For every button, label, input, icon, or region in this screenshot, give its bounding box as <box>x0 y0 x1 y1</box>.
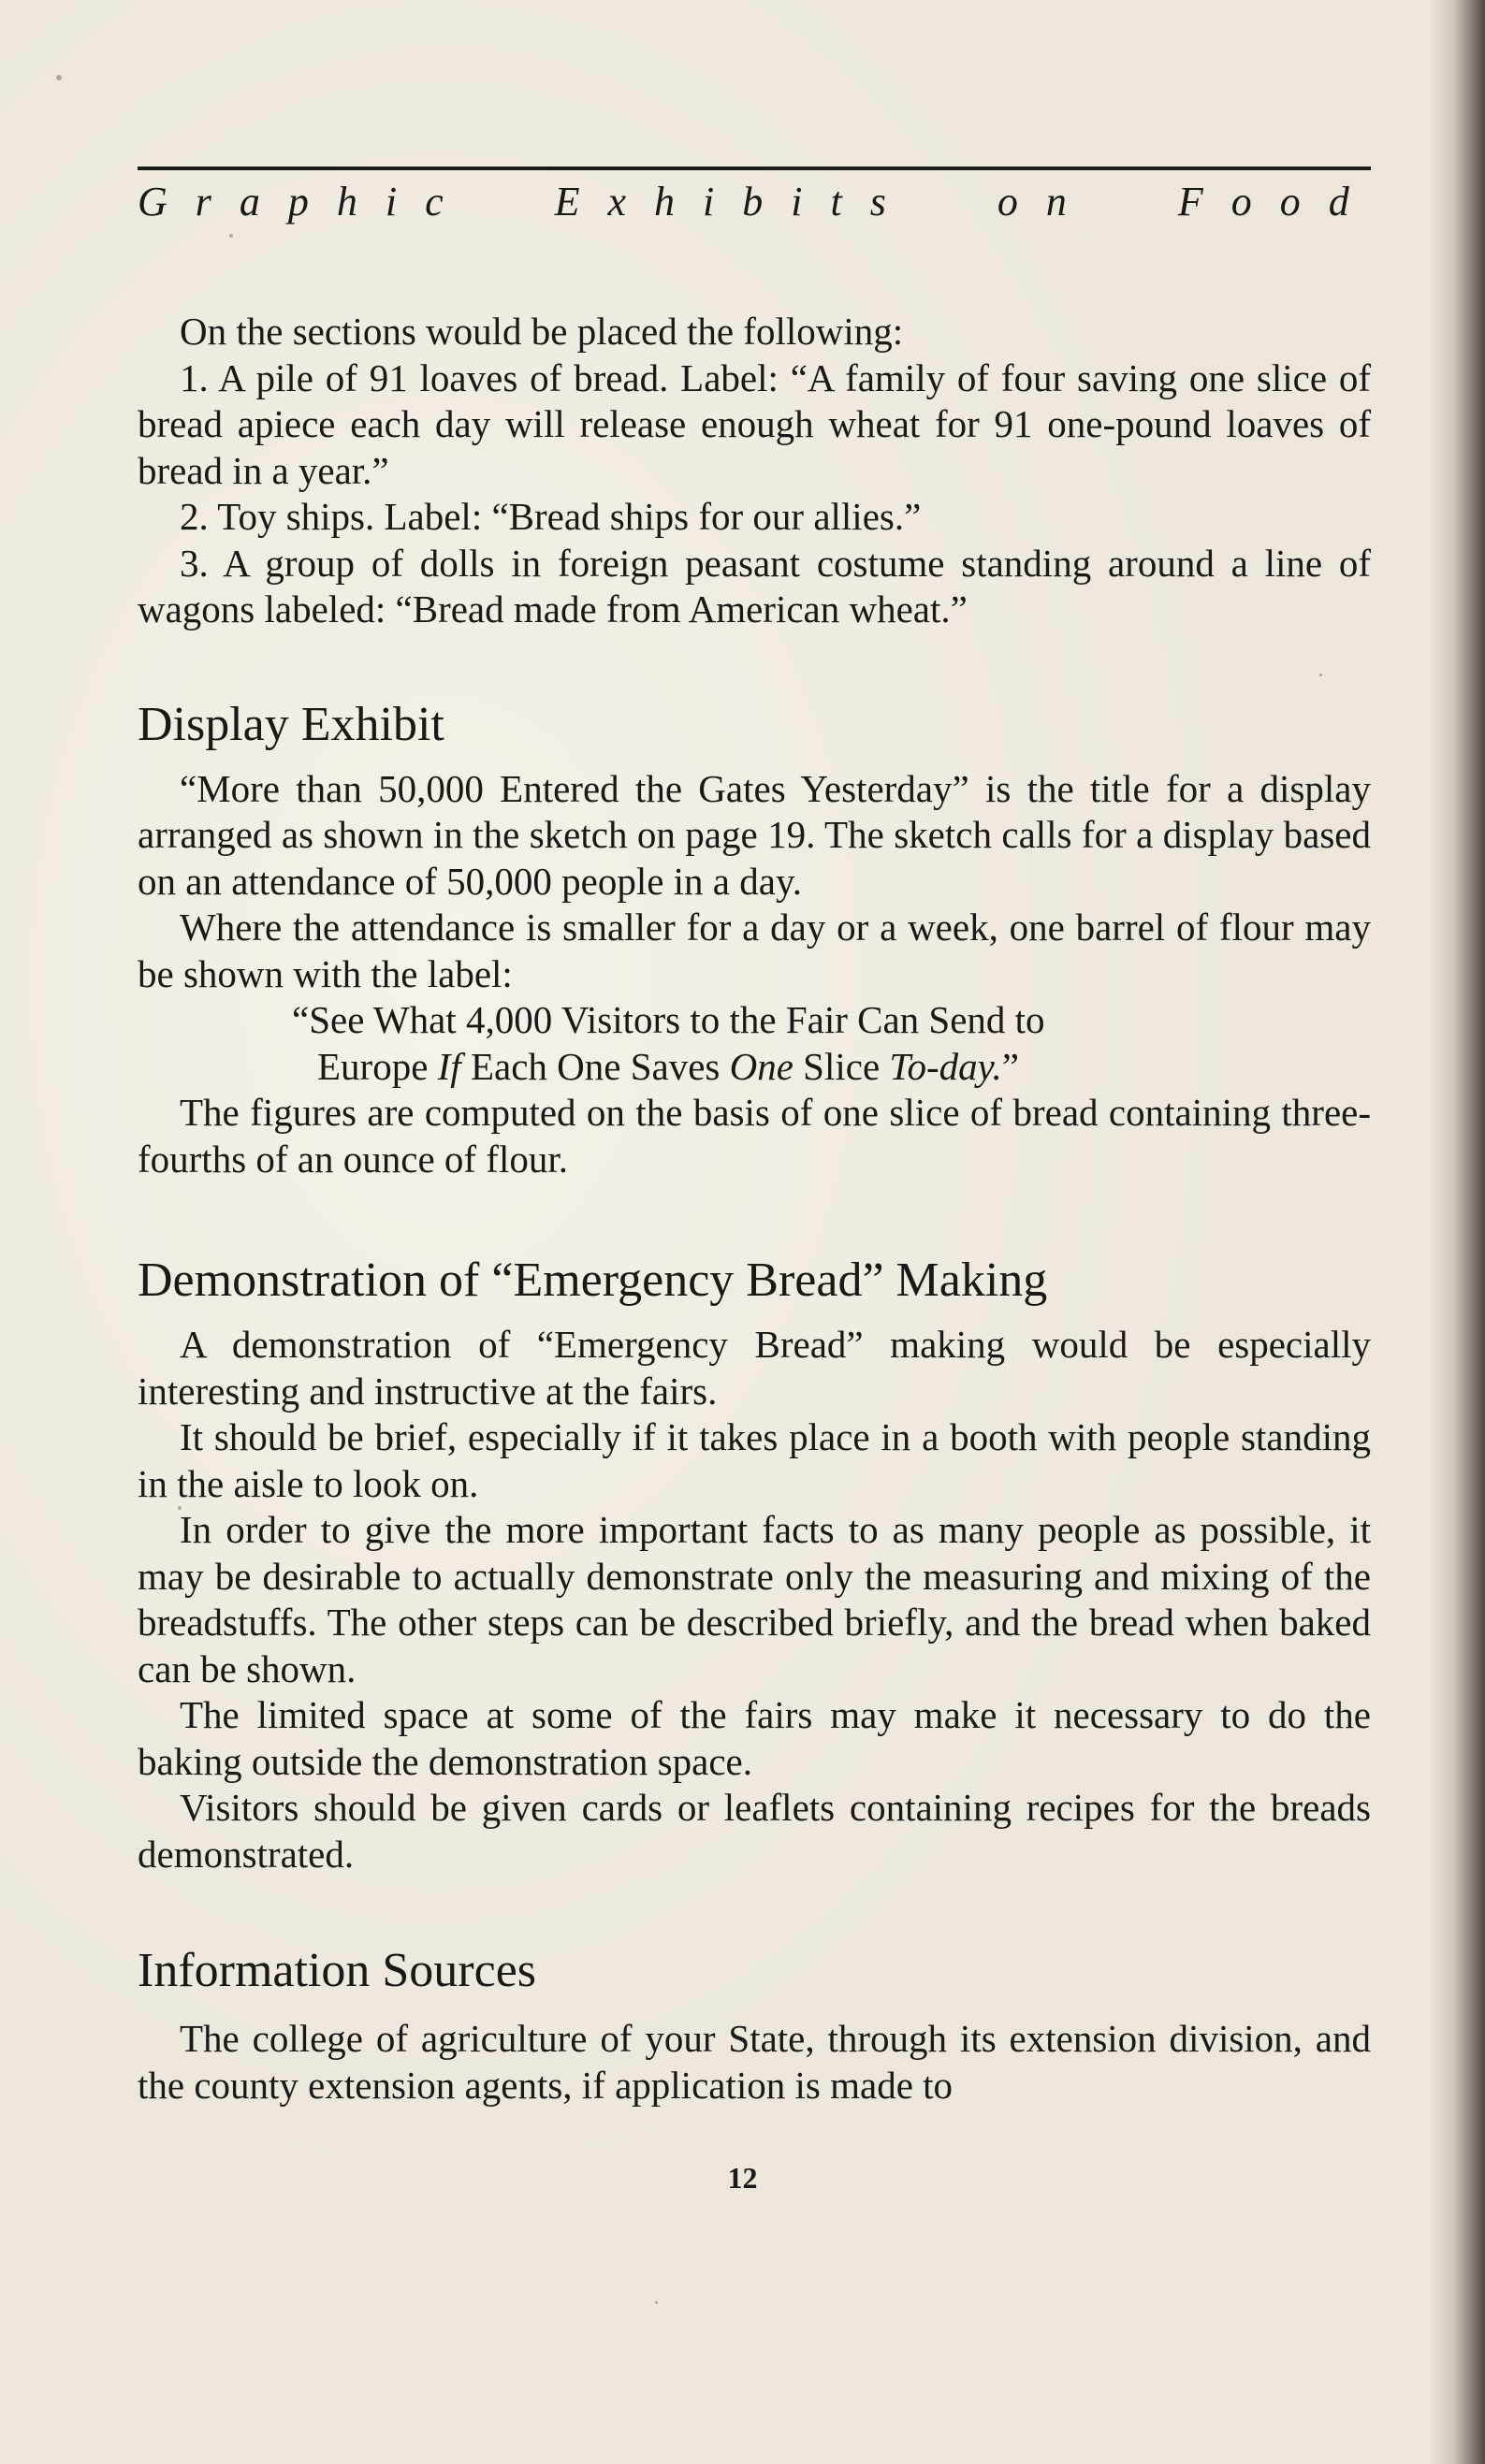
information-sources-paragraph: The college of agriculture of your State, through its extension division, and the county extension agents, if application is made to <box>138 2017 1371 2107</box>
header-rule <box>138 167 1371 170</box>
intro-item-2: 2. Toy ships. Label: “Bread ships for our allies.” <box>180 495 922 538</box>
paper-speck <box>229 234 233 238</box>
demonstration-paragraph: The limited space at some of the fairs may make it necessary to do the baking outside the demonstration space. <box>138 1693 1371 1783</box>
paper-speck <box>178 1506 182 1510</box>
page-body <box>138 309 1371 2109</box>
intro-item-1: 1. A pile of 91 loaves of bread. Label: “A family of four saving one slice of bread apiece each day will release enough wheat for 91 one-pound loaves of bread in a year.” <box>138 355 1371 492</box>
page-number: 12 <box>727 2161 758 2195</box>
running-head: Graphic Exhibits on Food <box>138 179 1377 225</box>
demonstration-paragraph: Visitors should be given cards or leaflets containing recipes for the breads demonstrated. <box>138 1786 1371 1876</box>
quote-emphasis-one: One <box>729 1044 793 1088</box>
paper-speck <box>655 2301 658 2304</box>
flour-barrel-label-quote <box>138 997 1371 1090</box>
intro-item-3: 3. A group of dolls in foreign peasant costume standing around a line of wagons labeled: “Bread made from American wheat.” <box>138 541 1371 630</box>
demonstration-paragraph: It should be brief, especially if it takes place in a booth with people standing in the aisle to look on. <box>138 1415 1371 1505</box>
demonstration-paragraph: In order to give the more important facts to as many people as possible, it may be desirable to actually demonstrate only the measuring and mixing of the breadstuffs. The other steps can be described briefly, and the bread when baked can be shown. <box>138 1508 1371 1690</box>
quote-line-1: “See What 4,000 Visitors to the Fair Can Send to <box>292 998 1045 1041</box>
paper-speck <box>56 75 62 80</box>
demonstration-paragraph: A demonstration of “Emergency Bread” making would be especially interesting and instructive at the fairs. <box>138 1323 1371 1413</box>
intro-lead: On the sections would be placed the following: <box>180 310 904 353</box>
display-exhibit-paragraph-2: Where the attendance is smaller for a day or a week, one barrel of flour may be shown with the label: <box>138 906 1371 995</box>
quote-emphasis-if: If <box>437 1044 461 1088</box>
spine-shadow <box>1429 0 1485 2464</box>
quote-line-2 <box>138 1044 1371 1091</box>
quote-text: Each One Saves <box>460 1044 730 1088</box>
demonstration-heading: Demonstration of “Emergency Bread” Making <box>138 1254 1048 1307</box>
display-exhibit-heading: Display Exhibit <box>138 697 444 751</box>
quote-text: ” <box>1001 1044 1019 1088</box>
paper-speck <box>1319 674 1322 676</box>
quote-text: Slice <box>793 1044 890 1088</box>
display-exhibit-paragraph-3: The figures are computed on the basis of one slice of bread containing three-fourths of an ounce of flour. <box>138 1091 1371 1181</box>
display-exhibit-paragraph-1: “More than 50,000 Entered the Gates Yesterday” is the title for a display arranged as shown in the sketch on page 19. The sketch calls for a display based on an attendance of 50,000 people in a day. <box>138 766 1371 903</box>
information-sources-heading: Information Sources <box>138 1944 537 1997</box>
quote-text: Europe <box>317 1044 438 1088</box>
quote-emphasis-today: To-day. <box>889 1044 1002 1088</box>
